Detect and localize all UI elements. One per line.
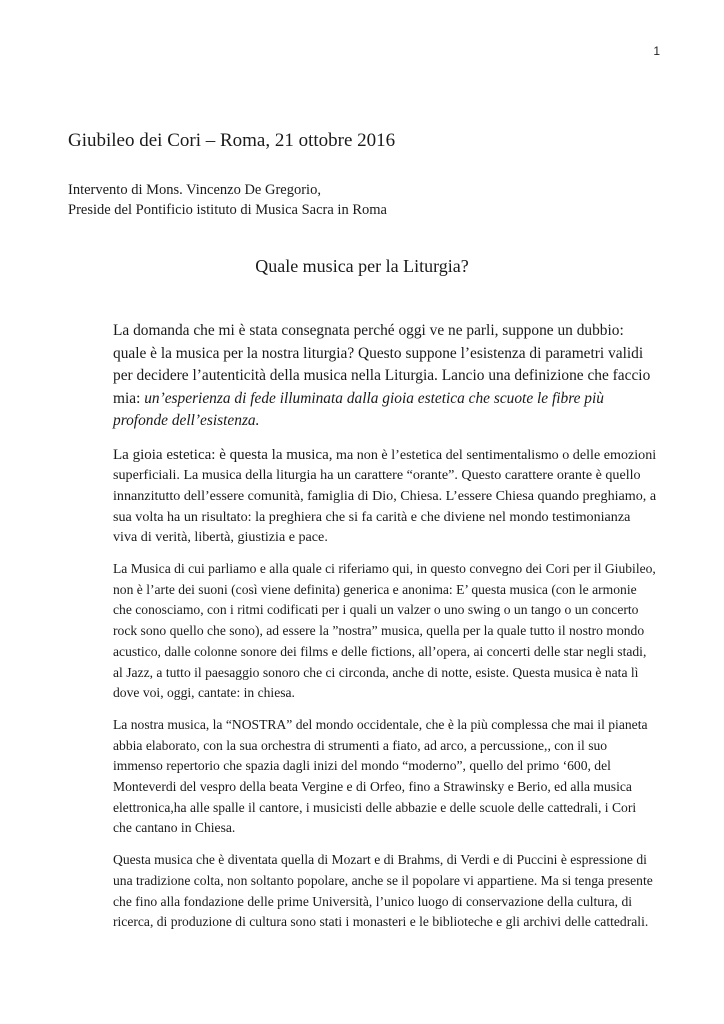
paragraph-5: Questa musica che è diventata quella di Mozart e di Brahms, di Verdi e di Puccini è espressione di una tradizione colta, non soltanto popolare, anche se il popolare vi appartiene. Ma si tenga presente che fino alla fondazione delle prime Università, l’unico luogo di conservazione della cultura, di ricerca, di produzione di cultura sono stati i monasteri e le biblioteche e gli archivi delle cattedrali. <box>113 852 653 930</box>
author-block <box>68 180 668 220</box>
paragraph-4: La nostra musica, la “NOSTRA” del mondo occidentale, che è la più complessa che mai il pianeta abbia elaborato, con la sua orchestra di strumenti a fiato, ad arco, a percussione,, con il suo immenso repertorio che spazia dagli inizi del mondo “moderno”, quello del primo ‘600, del Monteverdi del vespro della beata Vergine e di Orfeo, fino a Strawinsky e Berio, ed alla musica elettronica,ha alle spalle il cantore, i musicisti delle abbazie e delle scuole delle cattedrali, i Cori che cantano in Chiesa. <box>113 716 648 836</box>
paragraph-1-definition: un’esperienza di fede illuminata dalla gioia estetica che scuote le fibre più profonde dell’esistenza. <box>113 389 604 429</box>
author-role-line: Preside del Pontificio istituto di Musica Sacra in Roma <box>68 202 387 218</box>
document-header <box>68 130 668 220</box>
paragraph-2 <box>113 445 658 549</box>
paragraph-2-text: ma non è l’estetica del sentimentalismo o delle emozioni superficiali. La musica della liturgia ha un carattere “orante”. Questo carattere orante è quello innanzitutto dell’essere comunità, famiglia di Dio, Chiesa. L’essere Chiesa quando preghiamo, a sua volta ha un risultato: la preghiera che si fa carità e che diviene nel mondo testimonianza viva di verità, libertà, giustizia e pace. <box>113 446 657 546</box>
paragraph-2-lead: La gioia estetica: è questa la musica, <box>113 446 333 463</box>
paragraph-1 <box>113 320 658 433</box>
page-number: 1 <box>653 44 660 58</box>
section-subtitle: Quale musica per la Liturgia? <box>255 256 469 276</box>
document-body <box>113 320 658 944</box>
author-name-line: Intervento di Mons. Vincenzo De Gregorio, <box>68 182 321 198</box>
paragraph-1-text: La domanda che mi è stata consegnata perché oggi ve ne parli, suppone un dubbio: quale è la musica per la nostra liturgia? Questo suppone l’esistenza di parametri validi per decidere l’autenticità della musica nella Liturgia. Lancio una definizione che faccio mia: <box>113 322 651 407</box>
paragraph-3: La Musica di cui parliamo e alla quale ci riferiamo qui, in questo convegno dei Cori per il Giubileo, non è l’arte dei suoni (così viene definita) generica e anonima: E’ questa musica (con le armonie che conosciamo, con i ritmi codificati per i quali un valzer o uno swing o un tango o un concerto rock sono quello che sono), ad essere la ”nostra” musica, quella per la quale tutto il nostro mondo acustico, dalle colonne sonore dei films e delle fictions, all’opera, ai concerti delle star negli stadi, al Jazz, a tutto il paesaggio sonoro che ci circonda, anche di notte, esiste. Questa musica è nata lì dove voi, oggi, cantate: in chiesa. <box>113 561 656 701</box>
document-title: Giubileo dei Cori – Roma, 21 ottobre 2016 <box>68 130 396 151</box>
